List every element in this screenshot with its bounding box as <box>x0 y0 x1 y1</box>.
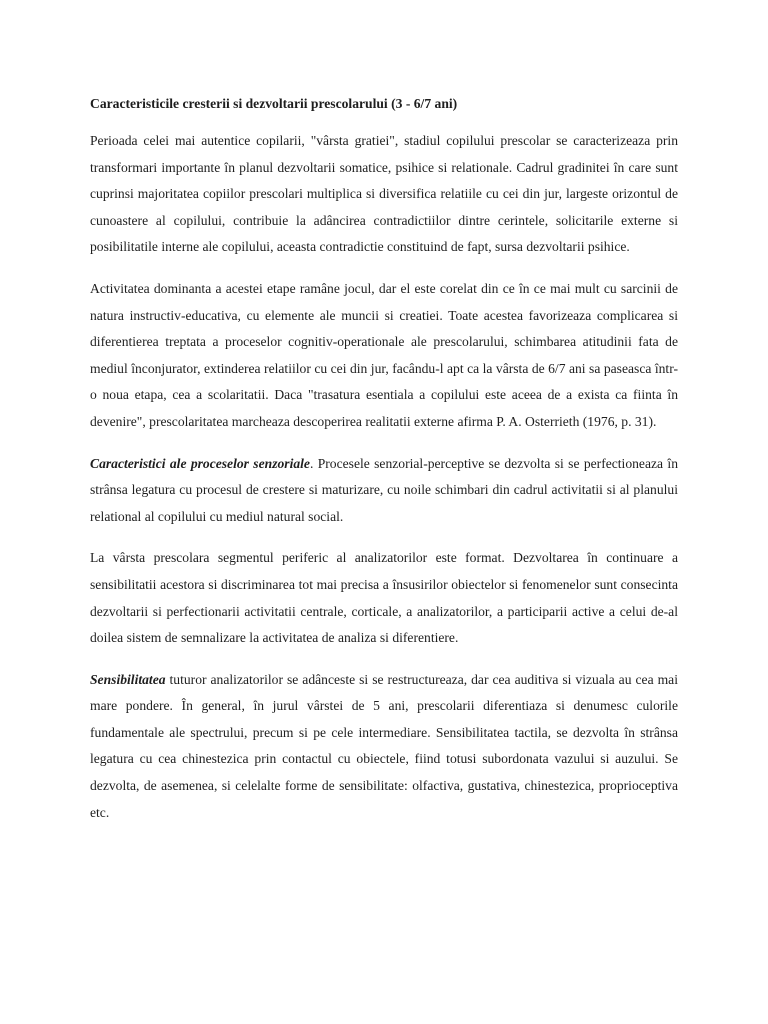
paragraph-1 <box>90 128 678 261</box>
paragraph-text: tuturor analizatorilor se adânceste si se restructureaza, dar cea auditiva si vizuala au cea mai mare pondere. În general, în jurul vârstei de 5 ani, prescolarii diferentiaza si denumesc culorile fundamentale ale spectrului, precum si pe cele intermediare. Sensibilitatea tactila, se dezvolta în strânsa legatura cu cea chinestezica prin contactul cu obiectele, fiind totusi subordonata vazului si auzului. Se dezvolta, de asemenea, si celelalte forme de sensibilitate: olfactiva, gustativa, chinestezica, proprioceptiva etc. <box>90 671 678 820</box>
paragraph-3 <box>90 451 678 531</box>
paragraph-2 <box>90 276 678 436</box>
paragraph-term: Caracteristici ale proceselor senzoriale <box>90 455 310 471</box>
document-page <box>90 94 678 841</box>
paragraph-text: Perioada celei mai autentice copilarii, "vârsta gratiei", stadiul copilului prescolar se caracterizeaza prin transformari importante în planul dezvoltarii somatice, psihice si relationale. Cadrul gradinitei în care sunt cuprinsi majoritatea copiilor prescolari multiplica si diversifica relatiile cu cei din jur, largeste orizontul de cunoastere al copilului, contribuie la adâncirea contradictiilor dintre cerintele, solicitarile externe si posibilitatile interne ale copilului, aceasta contradictie constituind de fapt, sursa dezvoltarii psihice. <box>90 133 678 255</box>
paragraph-text: Activitatea dominanta a acestei etape ramâne jocul, dar el este corelat din ce în ce mai mult cu sarcinii de natura instructiv-educativa, cu elemente ale muncii si creatiei. Toate acestea favorizeaza complicarea si diferentierea treptata a proceselor cognitiv-operationale ale prescolarului, schimbarea atitudinii fata de mediul înconjurator, extinderea relatiilor cu cei din jur, facându-l apt ca la vârsta de 6/7 ani sa paseasca într-o noua etapa, cea a scolaritatii. Daca "trasatura esentiala a copilului este aceea de a exista ca fiinta în devenire", prescolaritatea marcheaza descoperirea realitatii externe afirma P. A. Osterrieth (1976, p. 31). <box>90 280 678 429</box>
paragraph-5 <box>90 667 678 827</box>
document-title: Caracteristicile cresterii si dezvoltarii prescolarului (3 - 6/7 ani) <box>90 96 458 111</box>
paragraph-4 <box>90 545 678 651</box>
paragraph-text: La vârsta prescolara segmentul periferic al analizatorilor este format. Dezvoltarea în continuare a sensibilitatii acestora si discriminarea tot mai precisa a însusirilor obiectelor si fenomenelor sunt consecinta dezvoltarii si perfectionarii activitatii centrale, corticale, a analizatorilor, a participarii active a celui de-al doilea sistem de semnalizare la activitatea de analiza si diferentiere. <box>90 550 678 646</box>
paragraph-text: . Procesele senzorial-perceptive se dezvolta si se perfectioneaza în strânsa legatura cu procesul de crestere si maturizare, cu noile schimbari din cadrul activitatii si al planului relational al copilului cu mediul natural social. <box>90 455 678 524</box>
paragraph-term: Sensibilitatea <box>90 671 166 687</box>
